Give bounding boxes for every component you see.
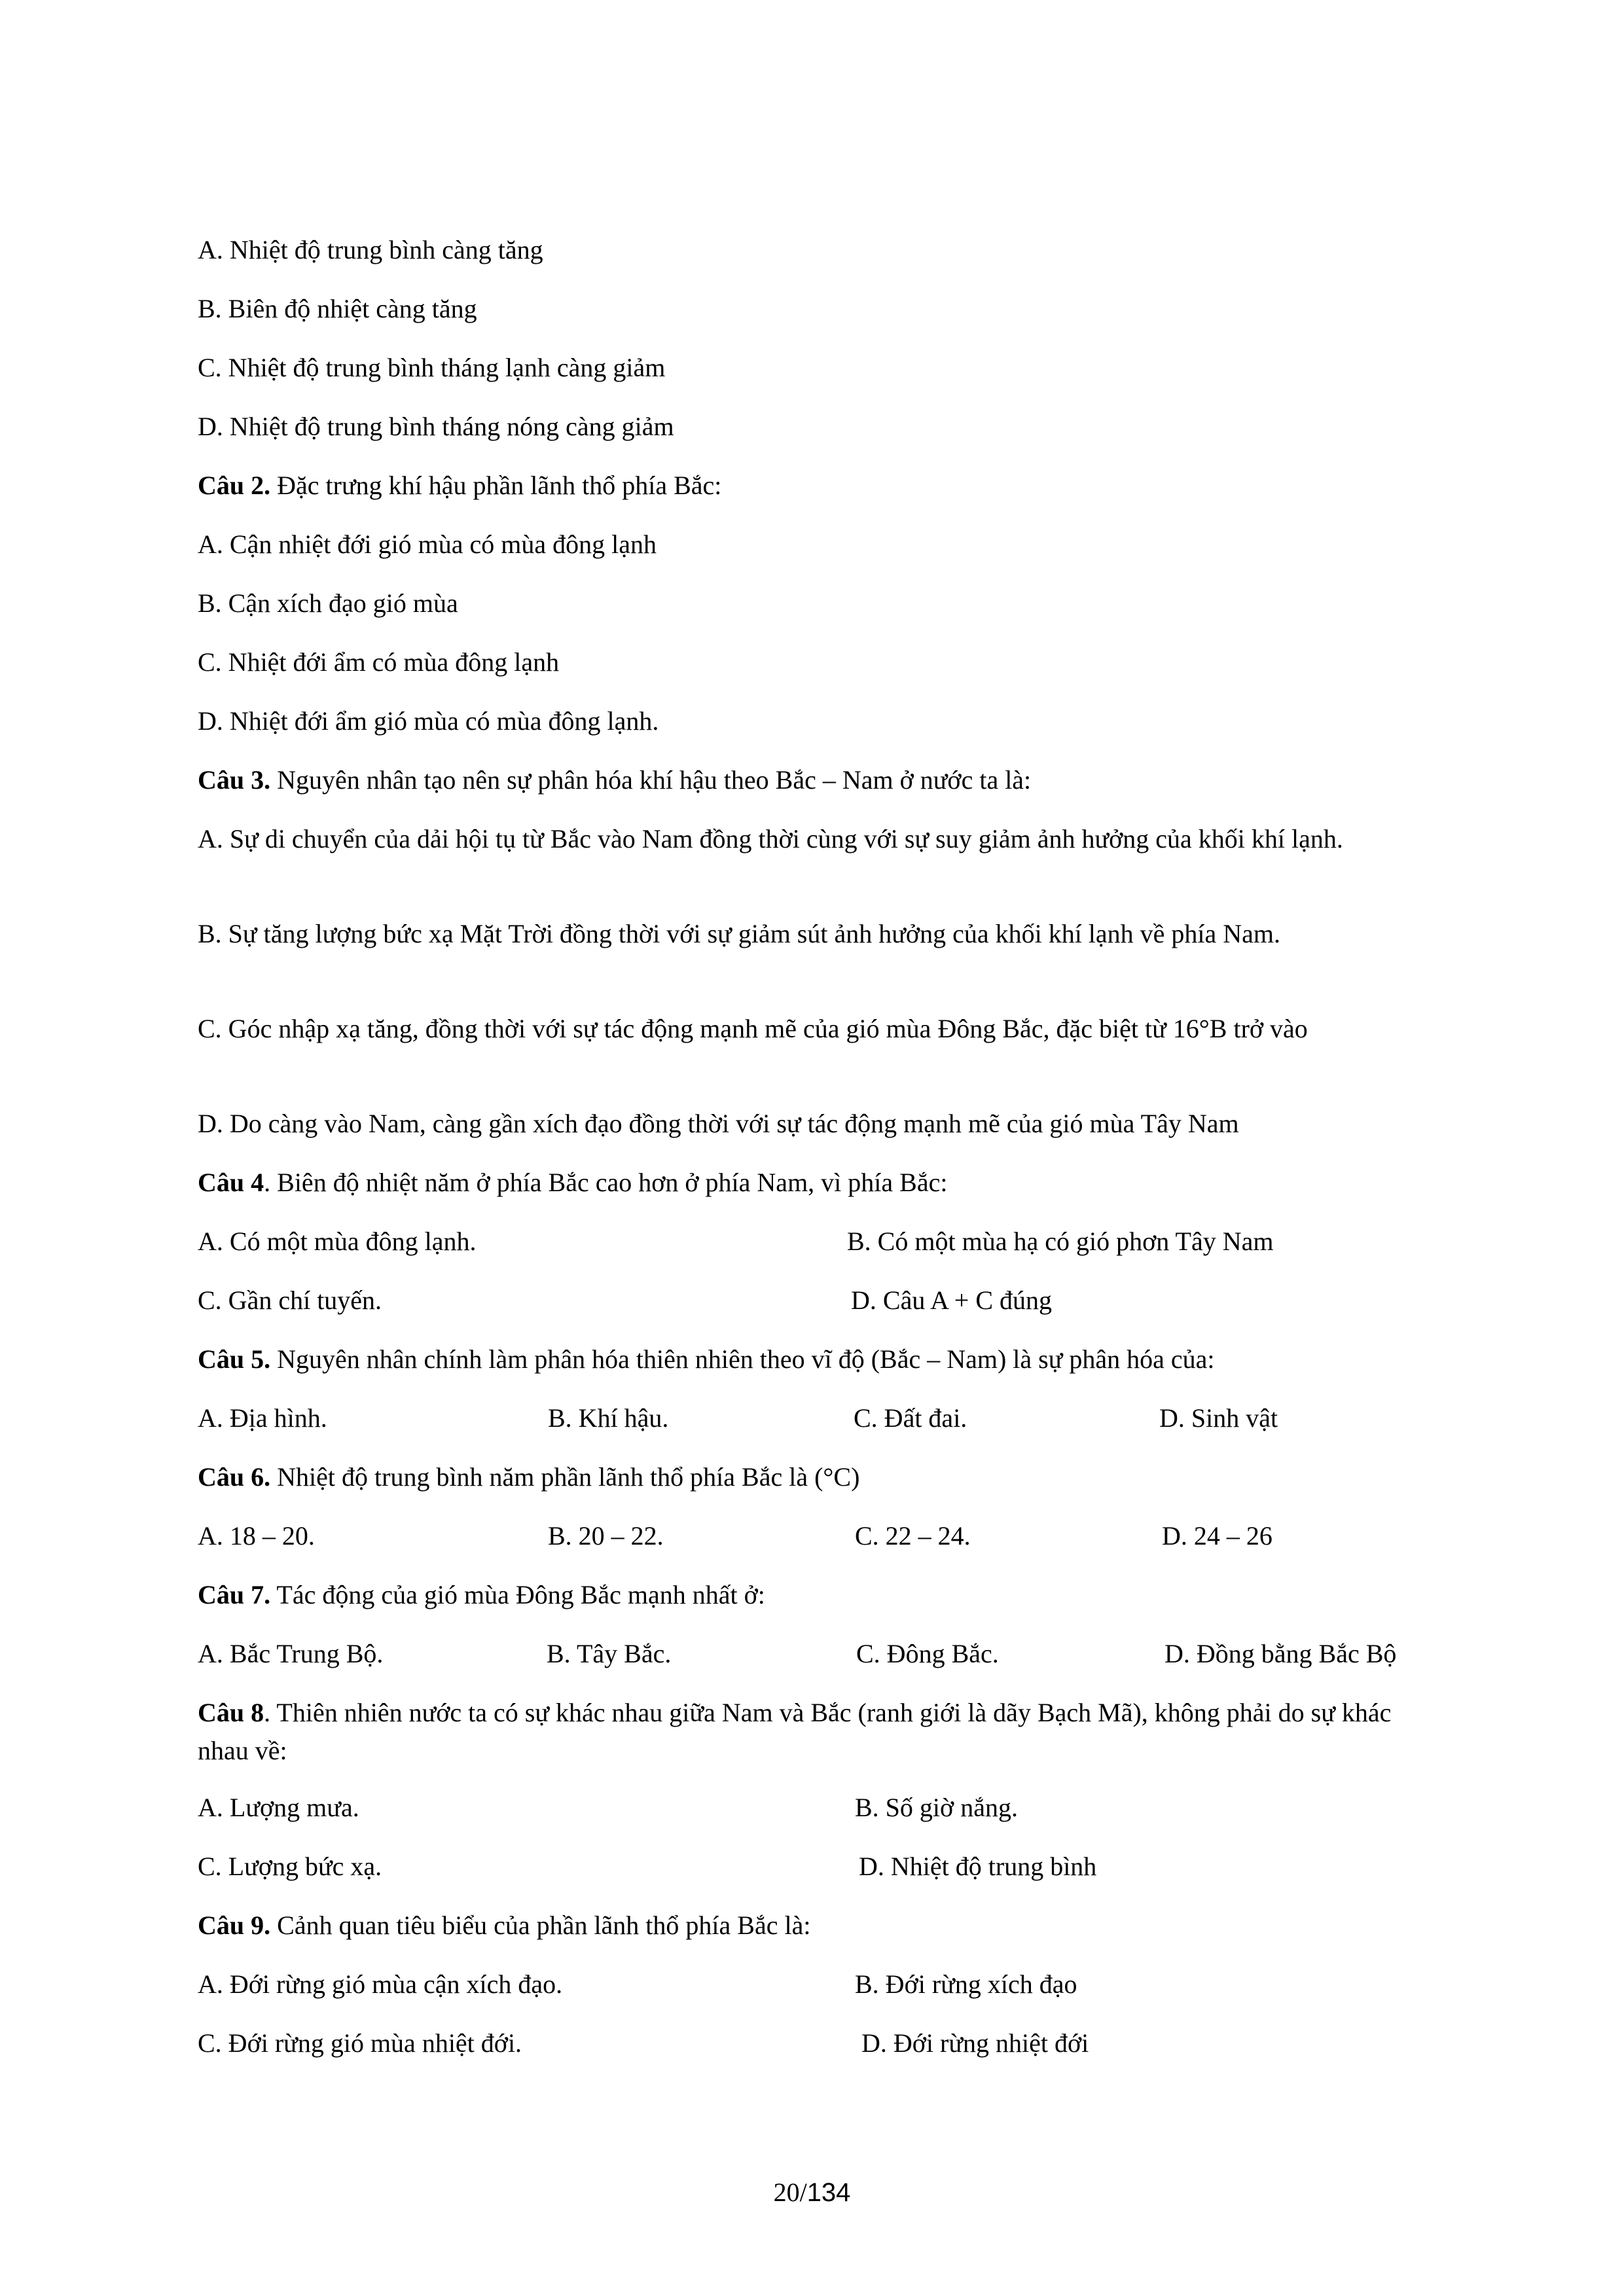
q7-option-d: D. Đồng bằng Bắc Bộ bbox=[1164, 1639, 1397, 1668]
question-text: Nguyên nhân tạo nên sự phân hóa khí hậu theo Bắc – Nam ở nước ta là: bbox=[270, 765, 1032, 795]
q6-option-d: D. 24 – 26 bbox=[1162, 1521, 1272, 1551]
question-8 bbox=[198, 1694, 1428, 1770]
q5-option-c: C. Đất đai. bbox=[854, 1403, 967, 1433]
question-text: Tác động của gió mùa Đông Bắc mạnh nhất ở: bbox=[270, 1580, 765, 1609]
q8-option-a: A. Lượng mưa. bbox=[198, 1793, 359, 1822]
question-6 bbox=[198, 1458, 1441, 1496]
question-number: Câu 9. bbox=[198, 1910, 271, 1940]
question-text: . Biên độ nhiệt năm ở phía Bắc cao hơn ở phía Nam, vì phía Bắc: bbox=[264, 1168, 948, 1197]
page-total: 134 bbox=[806, 2178, 851, 2207]
q2-option-a: A. Cận nhiệt đới gió mùa có mùa đông lạnh bbox=[198, 529, 657, 559]
question-text: Đặc trưng khí hậu phần lãnh thổ phía Bắc: bbox=[270, 471, 722, 500]
question-number: Câu 7. bbox=[198, 1580, 271, 1609]
q3-option-b: B. Sự tăng lượng bức xạ Mặt Trời đồng thời với sự giảm sút ảnh hưởng của khối khí lạnh về phía Nam. bbox=[198, 919, 1281, 948]
question-2 bbox=[198, 467, 1441, 505]
q9-option-a: A. Đới rừng gió mùa cận xích đạo. bbox=[198, 1969, 563, 1999]
q3-option-a: A. Sự di chuyển của dải hội tụ từ Bắc vào Nam đồng thời cùng với sự suy giảm ảnh hưởng của khối khí lạnh. bbox=[198, 824, 1343, 853]
q7-option-a: A. Bắc Trung Bộ. bbox=[198, 1639, 384, 1668]
q2-option-c: C. Nhiệt đới ẩm có mùa đông lạnh bbox=[198, 647, 560, 677]
page-number bbox=[0, 2177, 1624, 2208]
q9-option-d: D. Đới rừng nhiệt đới bbox=[861, 2028, 1089, 2058]
q2-option-d: D. Nhiệt đới ẩm gió mùa có mùa đông lạnh. bbox=[198, 706, 659, 736]
q4-option-a: A. Có một mùa đông lạnh. bbox=[198, 1227, 477, 1256]
question-9 bbox=[198, 1907, 1441, 1945]
q3-option-d: D. Do càng vào Nam, càng gần xích đạo đồng thời với sự tác động mạnh mẽ của gió mùa Tây Nam bbox=[198, 1109, 1239, 1138]
q1-option-b: B. Biên độ nhiệt càng tăng bbox=[198, 294, 477, 323]
q6-option-a: A. 18 – 20. bbox=[198, 1521, 315, 1551]
q8-option-d: D. Nhiệt độ trung bình bbox=[859, 1852, 1097, 1881]
question-text: Cảnh quan tiêu biểu của phần lãnh thổ phía Bắc là: bbox=[270, 1910, 811, 1940]
question-number: Câu 4 bbox=[198, 1168, 264, 1197]
question-number: Câu 2. bbox=[198, 471, 271, 500]
question-text: Nhiệt độ trung bình năm phần lãnh thổ phía Bắc là (°C) bbox=[270, 1462, 860, 1492]
q9-option-c: C. Đới rừng gió mùa nhiệt đới. bbox=[198, 2028, 522, 2058]
question-number: Câu 5. bbox=[198, 1344, 271, 1374]
q5-option-d: D. Sinh vật bbox=[1159, 1403, 1278, 1433]
page-current: 20/ bbox=[773, 2178, 807, 2207]
q9-option-b: B. Đới rừng xích đạo bbox=[855, 1969, 1077, 1999]
question-number: Câu 6. bbox=[198, 1462, 271, 1492]
q4-option-d: D. Câu A + C đúng bbox=[851, 1285, 1053, 1315]
q4-option-b: B. Có một mùa hạ có gió phơn Tây Nam bbox=[847, 1227, 1274, 1256]
q6-option-b: B. 20 – 22. bbox=[548, 1521, 664, 1551]
q6-option-c: C. 22 – 24. bbox=[855, 1521, 971, 1551]
q7-option-b: B. Tây Bắc. bbox=[547, 1639, 672, 1668]
q4-option-c: C. Gần chí tuyến. bbox=[198, 1285, 382, 1315]
question-text: Nguyên nhân chính làm phân hóa thiên nhiên theo vĩ độ (Bắc – Nam) là sự phân hóa của: bbox=[270, 1344, 1215, 1374]
q3-option-c: C. Góc nhập xạ tăng, đồng thời với sự tác động mạnh mẽ của gió mùa Đông Bắc, đặc biệt từ 16°B trở vào bbox=[198, 1014, 1308, 1043]
question-3 bbox=[198, 761, 1441, 799]
q1-option-c: C. Nhiệt độ trung bình tháng lạnh càng giảm bbox=[198, 353, 666, 382]
question-4 bbox=[198, 1164, 1441, 1202]
question-number: Câu 8 bbox=[198, 1698, 264, 1727]
question-7 bbox=[198, 1576, 1441, 1614]
q8-option-c: C. Lượng bức xạ. bbox=[198, 1852, 382, 1881]
q1-option-d: D. Nhiệt độ trung bình tháng nóng càng giảm bbox=[198, 412, 674, 441]
q5-option-a: A. Địa hình. bbox=[198, 1403, 327, 1433]
q7-option-c: C. Đông Bắc. bbox=[856, 1639, 999, 1668]
q1-option-a: A. Nhiệt độ trung bình càng tăng bbox=[198, 235, 543, 264]
question-number: Câu 3. bbox=[198, 765, 271, 795]
q5-option-b: B. Khí hậu. bbox=[548, 1403, 669, 1433]
q2-option-b: B. Cận xích đạo gió mùa bbox=[198, 588, 458, 618]
question-text: . Thiên nhiên nước ta có sự khác nhau giữa Nam và Bắc (ranh giới là dãy Bạch Mã), không phải do sự khác nhau về: bbox=[198, 1698, 1392, 1765]
question-5 bbox=[198, 1340, 1441, 1378]
q8-option-b: B. Số giờ nắng. bbox=[855, 1793, 1018, 1822]
